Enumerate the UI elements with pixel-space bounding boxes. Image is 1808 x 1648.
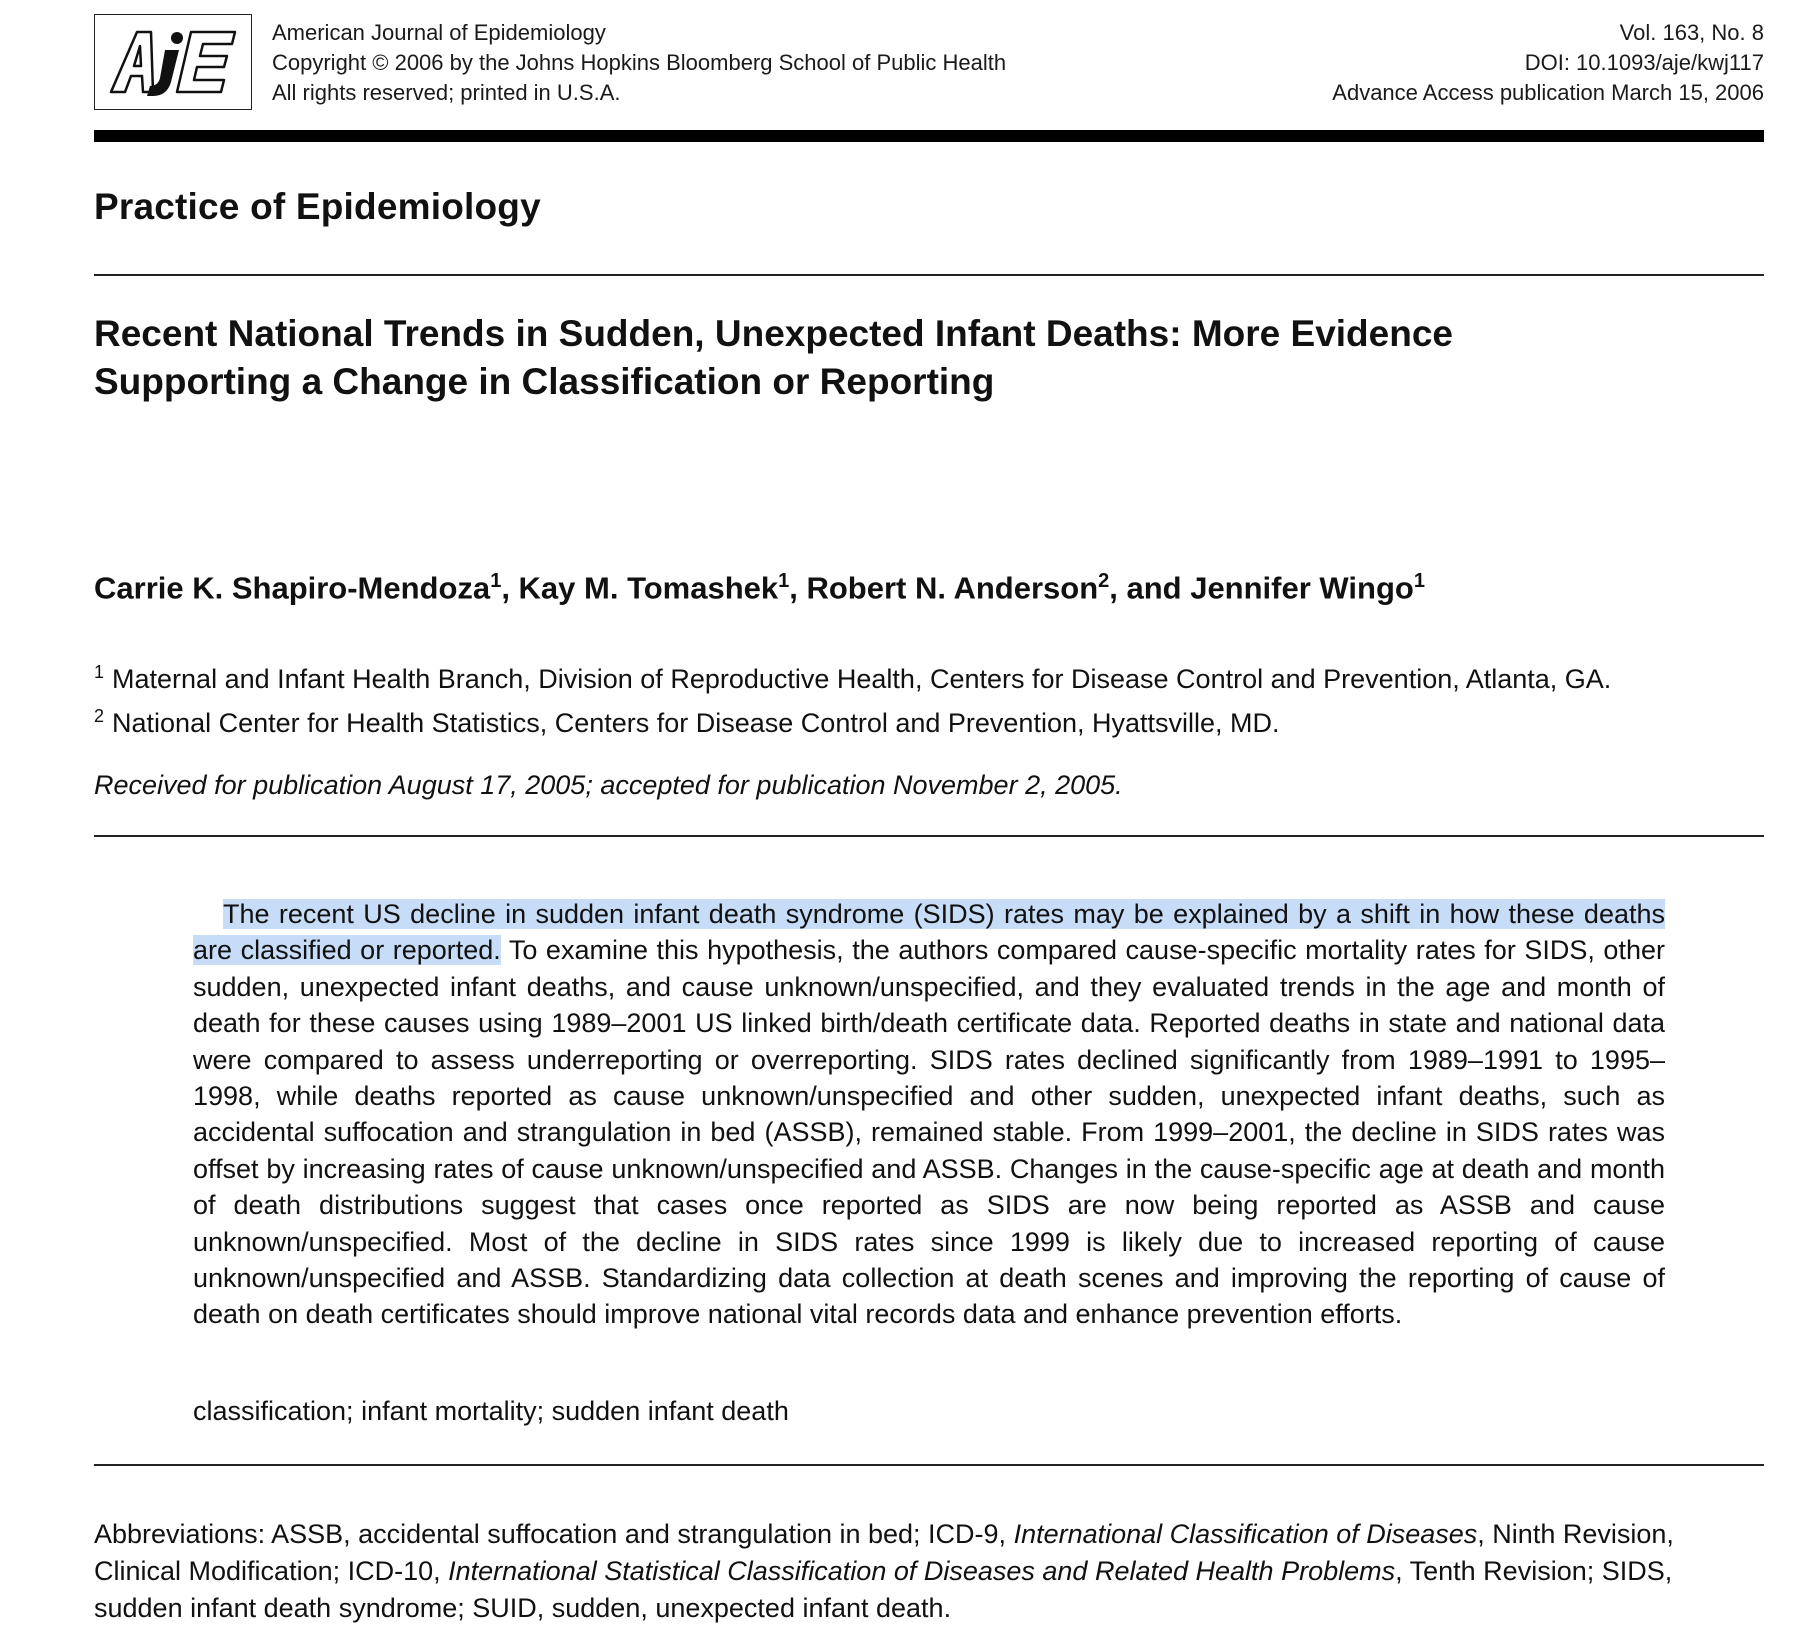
abbrev-italic: International Classification of Diseases: [1013, 1519, 1478, 1549]
affiliation-number: 1: [94, 662, 105, 682]
affiliation-list: [94, 654, 1611, 742]
author-list: [94, 570, 1425, 606]
author-name: Robert N. Anderson: [806, 570, 1099, 606]
title-line-2: Supporting a Change in Classification or Reporting: [94, 361, 995, 402]
issue-info: [1332, 18, 1764, 108]
rights-line: All rights reserved; printed in U.S.A.: [272, 80, 621, 105]
selected-text[interactable]: The recent US decline in sudden infant death syndrome (SIDS) rates may be explained by a shift in how these deaths are classified or reported.: [193, 899, 1665, 966]
abstract-body[interactable]: To examine this hypothesis, the authors compared cause-specific mortality rates for SIDS, other sudden, unexpected infant deaths, and cause unknown/unspecified, and they evaluated trends in the age and month of death for these causes using 1989–2001 US linked birth/death certificate data. Reported deaths in state and national data were compared to assess underreporting or overreporting. SIDS rates declined significantly from 1989–1991 to 1995–1998, while deaths reported as cause unknown/unspecified and other sudden, unexpected infant deaths, such as accidental suffocation and strangulation in bed (ASSB), remained stable. From 1999–2001, the decline in SIDS rates was offset by increasing rates of cause unknown/unspecified and ASSB. Changes in the cause-specific age at death and month of death distributions suggest that cases once reported as SIDS are now being reported as ASSB and cause unknown/unspecified. Most of the decline in SIDS rates since 1999 is likely due to increased reporting of cause unknown/unspecified and ASSB. Standardizing data collection at death scenes and improving the reporting of cause of death on death certificates should improve national vital records data and enhance prevention efforts.: [193, 935, 1665, 1330]
abstract-top-divider: [94, 835, 1764, 837]
author-separator: ,: [501, 570, 519, 606]
author-name: Carrie K. Shapiro-Mendoza: [94, 570, 491, 606]
article-page: [94, 14, 1764, 1623]
article-title: [94, 310, 1694, 406]
author-name: Kay M. Tomashek: [518, 570, 779, 606]
author-separator: , and: [1109, 570, 1191, 606]
aje-logo-icon: [103, 20, 243, 104]
header-divider: [94, 130, 1764, 142]
abbreviations: [94, 1516, 1764, 1627]
doi-line: DOI: 10.1093/aje/kwj117: [1524, 50, 1764, 75]
affiliation-item: [94, 654, 1611, 698]
author-separator: ,: [789, 570, 807, 606]
journal-header: [94, 14, 1764, 114]
section-divider: [94, 274, 1764, 276]
advance-access-line: Advance Access publication March 15, 2006: [1332, 80, 1764, 105]
affiliation-text: National Center for Health Statistics, Centers for Disease Control and Prevention, Hyattsville, MD.: [112, 708, 1280, 738]
volume-line: Vol. 163, No. 8: [1619, 20, 1764, 45]
author-name: Jennifer Wingo: [1190, 570, 1414, 606]
copyright-line: Copyright © 2006 by the Johns Hopkins Bloomberg School of Public Health: [272, 50, 1007, 75]
author-affiliation-mark: 2: [1098, 570, 1110, 592]
received-dates: Received for publication August 17, 2005; accepted for publication November 2, 2005.: [94, 770, 1123, 800]
title-line-1: Recent National Trends in Sudden, Unexpected Infant Deaths: More Evidence: [94, 313, 1453, 354]
affiliation-item: [94, 698, 1611, 742]
abstract-bottom-divider: [94, 1464, 1764, 1466]
author-affiliation-mark: 1: [490, 570, 502, 592]
keywords: classification; infant mortality; sudden infant death: [193, 1396, 789, 1426]
abbrev-text: , Tenth Revision; SIDS, sudden infant death syndrome; SUID, sudden, unexpected infant death.: [94, 1556, 1673, 1623]
abbrev-text: Abbreviations: ASSB, accidental suffocation and strangulation in bed; ICD-9,: [94, 1519, 1014, 1549]
abstract-text[interactable]: [193, 896, 1665, 1333]
journal-logo: [94, 14, 252, 110]
author-affiliation-mark: 1: [1413, 570, 1425, 592]
abbrev-text: , Ninth Revision, Clinical Modification; ICD-10,: [94, 1519, 1674, 1586]
author-affiliation-mark: 1: [778, 570, 790, 592]
journal-name: American Journal of Epidemiology: [272, 20, 606, 45]
affiliation-number: 2: [94, 706, 105, 726]
journal-info: [272, 18, 1006, 108]
abbrev-italic: International Statistical Classification of Diseases and Related Health Problems: [448, 1556, 1396, 1586]
affiliation-text: Maternal and Infant Health Branch, Division of Reproductive Health, Centers for Disease Control and Prevention, Atlanta, GA.: [112, 664, 1612, 694]
section-label: Practice of Epidemiology: [94, 186, 541, 227]
